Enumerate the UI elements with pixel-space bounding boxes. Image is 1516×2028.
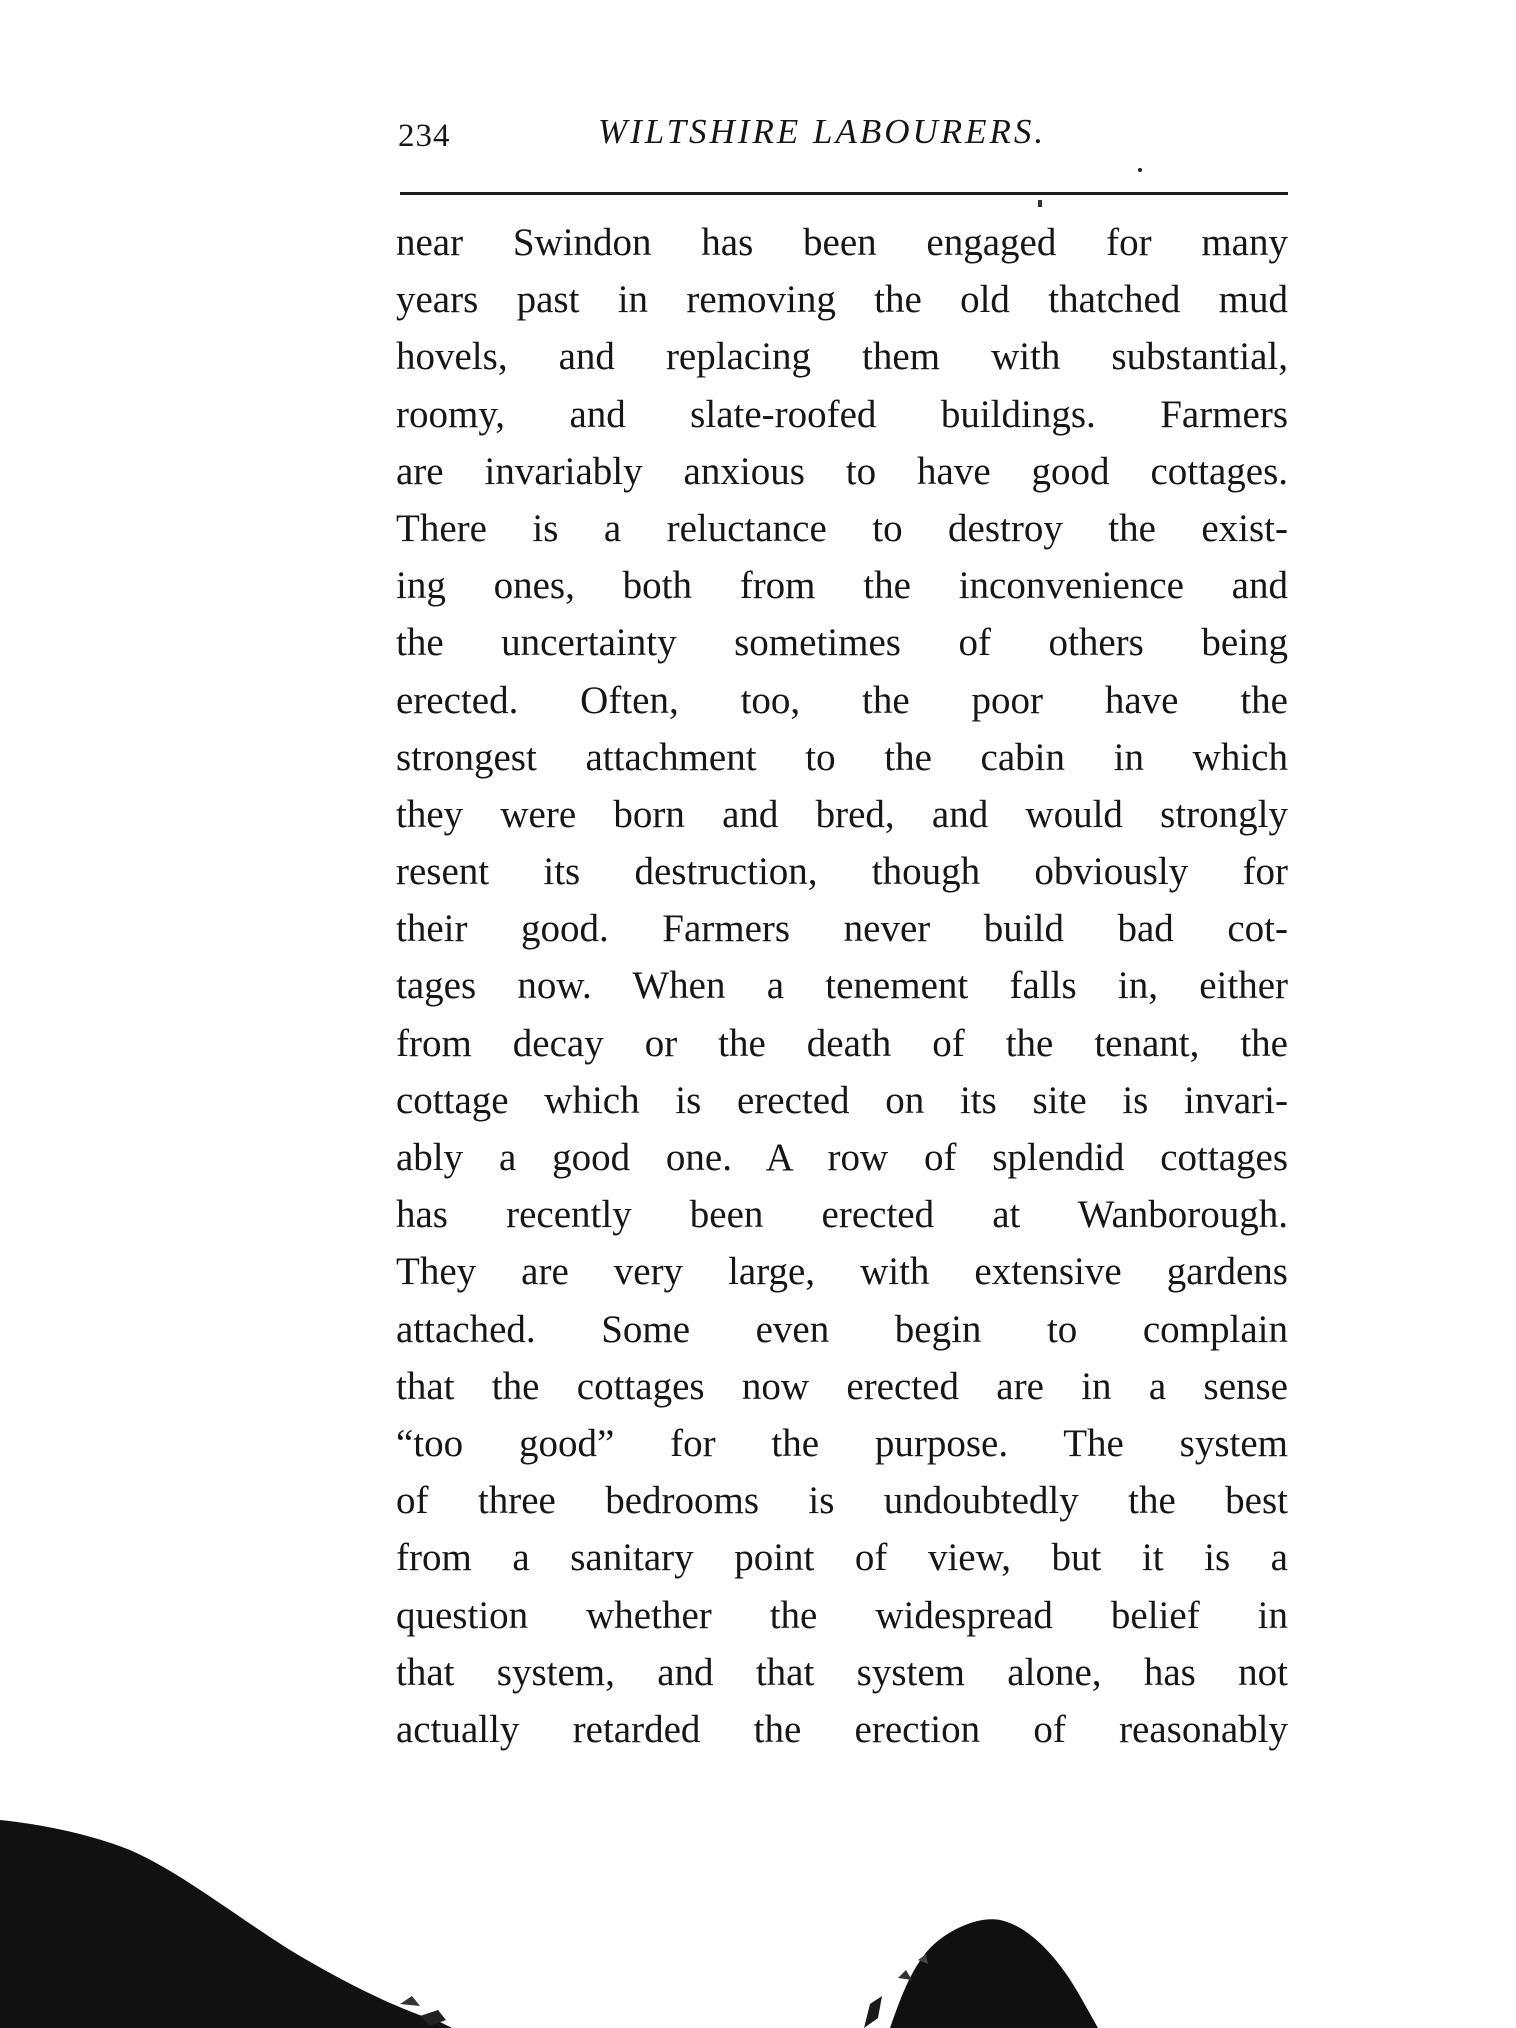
- text-line: “too good” for the purpose. The system: [396, 1421, 1288, 1465]
- text-line: that the cottages now erected are in a sense: [396, 1364, 1288, 1408]
- running-head: [398, 112, 1288, 172]
- text-line: tages now. When a tenement falls in, either: [396, 964, 1288, 1008]
- body-text: [396, 214, 1288, 1758]
- text-line: roomy, and slate-roofed buildings. Farmers: [396, 392, 1288, 436]
- print-speck: [1038, 200, 1042, 207]
- text-line: They are very large, with extensive gardens: [396, 1250, 1288, 1294]
- text-line: strongest attachment to the cabin in which: [396, 735, 1288, 779]
- scan-shadow-right: [830, 1900, 1130, 2028]
- scan-shadow-left: [0, 1820, 470, 2028]
- text-line: that system, and that system alone, has not: [396, 1650, 1288, 1694]
- text-line: years past in removing the old thatched mud: [396, 278, 1288, 322]
- print-speck: [1138, 168, 1142, 172]
- text-line: has recently been erected at Wanborough.: [396, 1193, 1288, 1237]
- page-number: 234: [398, 118, 451, 154]
- text-line: the uncertainty sometimes of others being: [396, 621, 1288, 665]
- text-line: of three bedrooms is undoubtedly the best: [396, 1479, 1288, 1523]
- text-line: from a sanitary point of view, but it is a: [396, 1536, 1288, 1580]
- running-title: WILTSHIRE LABOURERS.: [598, 112, 1047, 151]
- text-line: actually retarded the erection of reasonably: [396, 1707, 1288, 1751]
- text-line: cottage which is erected on its site is invari-: [396, 1078, 1288, 1122]
- text-line: near Swindon has been engaged for many: [396, 221, 1288, 264]
- text-line: are invariably anxious to have good cottages.: [396, 449, 1288, 493]
- text-line: question whether the widespread belief in: [396, 1593, 1288, 1637]
- text-line: There is a reluctance to destroy the exist-: [396, 506, 1288, 550]
- text-line: from decay or the death of the tenant, the: [396, 1021, 1288, 1065]
- text-line: their good. Farmers never build bad cot-: [396, 907, 1288, 951]
- header-rule: [400, 192, 1288, 195]
- text-line: attached. Some even begin to complain: [396, 1307, 1288, 1351]
- text-line: hovels, and replacing them with substantial,: [396, 335, 1288, 379]
- text-line: ably a good one. A row of splendid cottages: [396, 1136, 1288, 1179]
- text-line: erected. Often, too, the poor have the: [396, 678, 1288, 722]
- text-line: ing ones, both from the inconvenience and: [396, 564, 1288, 608]
- text-line: resent its destruction, though obviously for: [396, 850, 1288, 894]
- text-line: they were born and bred, and would strongly: [396, 792, 1288, 836]
